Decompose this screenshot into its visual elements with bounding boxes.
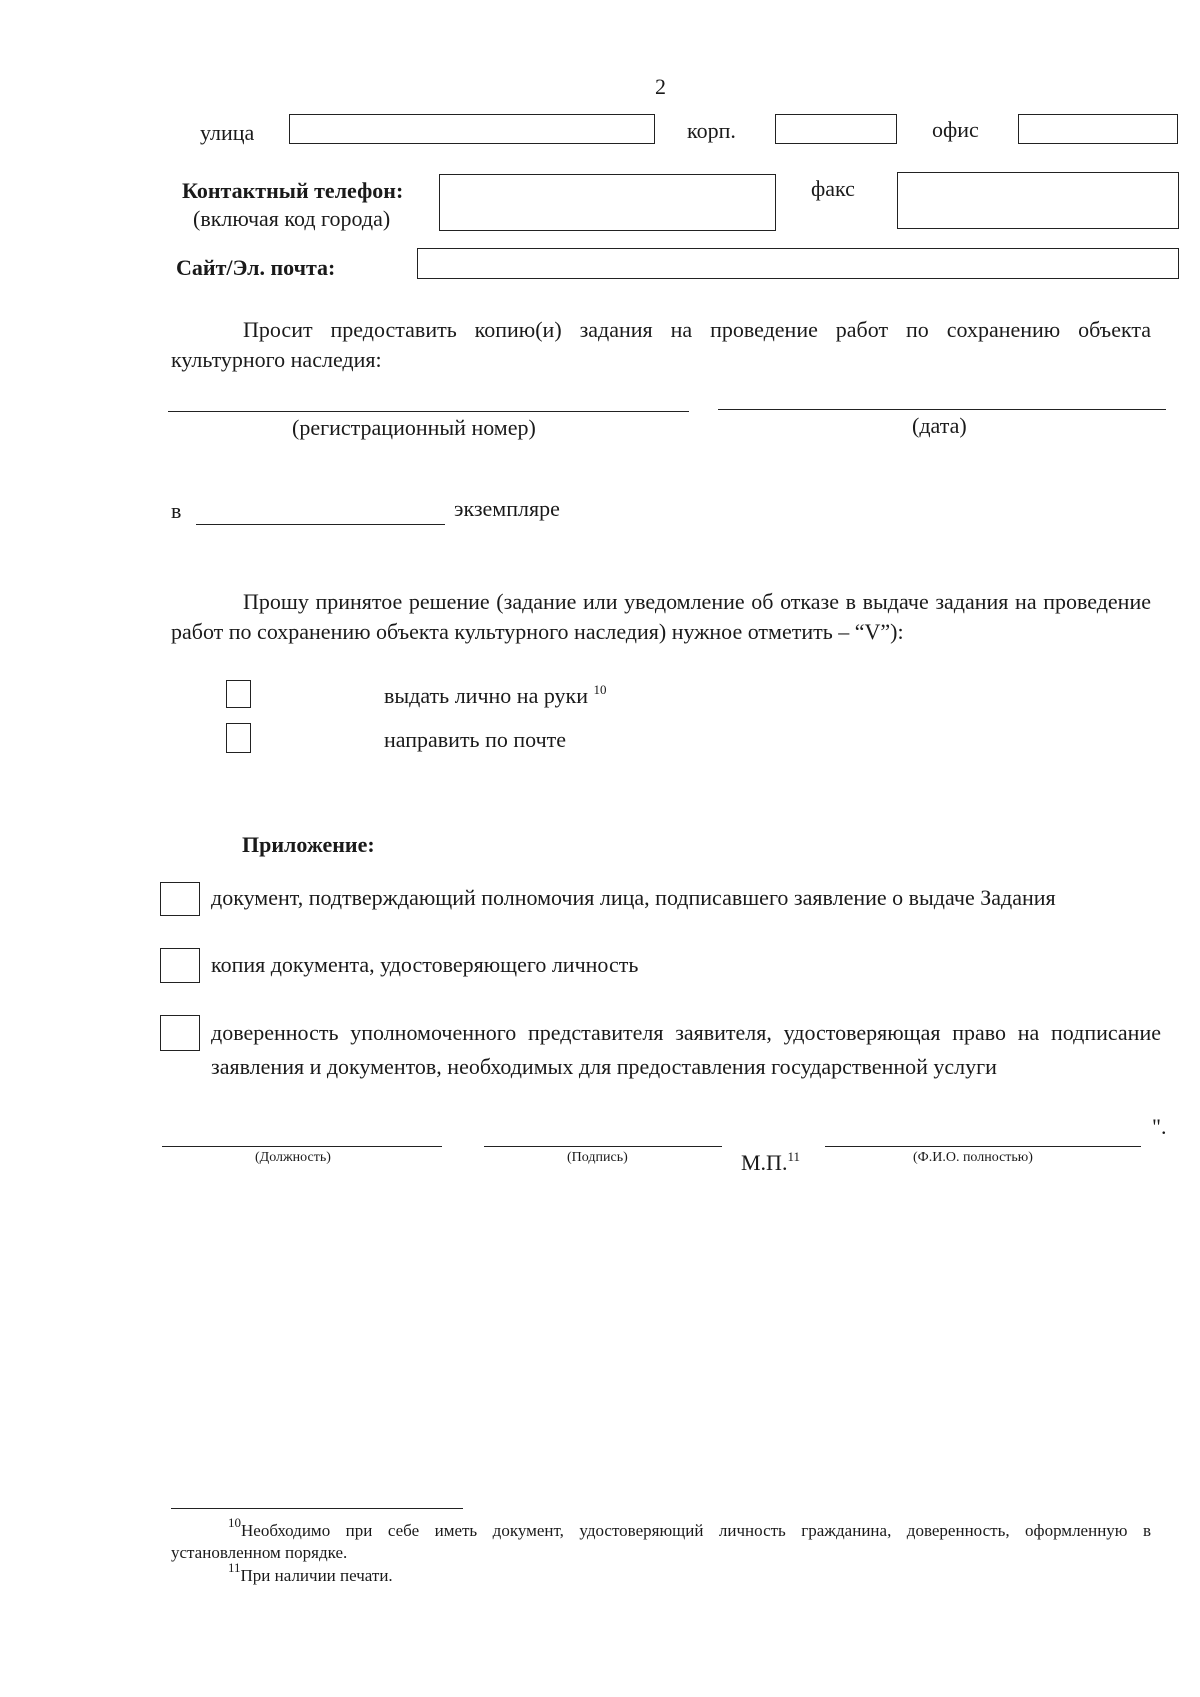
building-field[interactable]: [775, 114, 897, 144]
phone-field[interactable]: [439, 174, 776, 231]
position-caption: (Должность): [255, 1150, 331, 1165]
signature-line[interactable]: [484, 1146, 722, 1147]
option-in-person: [384, 683, 607, 709]
footnote-10-number: 10: [228, 1515, 241, 1530]
option-in-person-label: выдать лично на руки: [384, 683, 589, 708]
phone-label: Контактный телефон:: [182, 178, 404, 203]
attachment-3-checkbox[interactable]: [160, 1015, 200, 1051]
reg-number-line[interactable]: [168, 411, 689, 412]
footnote-10-text: Необходимо при себе иметь документ, удостоверяющий личность гражданина, доверенность, оформленную в установленном порядке.: [171, 1521, 1151, 1562]
page-number: 2: [655, 74, 666, 99]
attachment-2-checkbox[interactable]: [160, 948, 200, 983]
office-label: офис: [932, 117, 979, 142]
site-email-field[interactable]: [417, 248, 1179, 279]
phone-hint: (включая код города): [193, 206, 391, 231]
option-by-mail-label: направить по почте: [384, 727, 567, 752]
footnote-separator: [171, 1508, 463, 1509]
footnote-10: [171, 1515, 1151, 1564]
site-email-label: Сайт/Эл. почта:: [176, 255, 336, 280]
footnote-ref-10: 10: [593, 682, 607, 697]
fax-field[interactable]: [897, 172, 1179, 229]
attachments-title: Приложение:: [242, 832, 375, 857]
closing-mark: ".: [1152, 1114, 1167, 1139]
attachment-1-label: документ, подтверждающий полномочия лица, подписавшего заявление о выдаче Задания: [211, 885, 1056, 910]
request-text: Просит предоставить копию(и) задания на проведение работ по сохранению объекта культурного наследия:: [171, 317, 1151, 372]
street-label: улица: [200, 120, 255, 145]
stamp-label: [741, 1150, 800, 1176]
attachment-2-label: копия документа, удостоверяющего личность: [211, 952, 639, 977]
footnote-ref-11: 11: [787, 1149, 800, 1164]
position-line[interactable]: [162, 1146, 442, 1147]
decision-text: Прошу принятое решение (задание или уведомление об отказе в выдаче задания на проведение работ по сохранению объекта культурного наследия) нужное отметить – “V”):: [171, 589, 1151, 644]
option-by-mail-checkbox[interactable]: [226, 723, 251, 753]
footnote-11-number: 11: [228, 1560, 241, 1575]
copies-suffix: экземпляре: [454, 496, 560, 521]
fullname-line[interactable]: [825, 1146, 1141, 1147]
copies-line[interactable]: [196, 524, 445, 525]
building-label: корп.: [687, 118, 736, 143]
office-field[interactable]: [1018, 114, 1178, 144]
reg-number-caption: (регистрационный номер): [292, 415, 536, 440]
fax-label: факс: [811, 176, 855, 201]
copies-prefix: в: [171, 498, 182, 523]
stamp-text: М.П.: [741, 1150, 788, 1175]
footnote-11-text: При наличии печати.: [240, 1566, 393, 1585]
signature-caption: (Подпись): [567, 1150, 628, 1165]
date-line[interactable]: [718, 409, 1166, 410]
footnote-11: [228, 1560, 393, 1586]
option-in-person-checkbox[interactable]: [226, 680, 251, 708]
street-field[interactable]: [289, 114, 655, 144]
fullname-caption: (Ф.И.О. полностью): [913, 1150, 1033, 1165]
attachment-1-checkbox[interactable]: [160, 882, 200, 916]
date-caption: (дата): [912, 413, 967, 438]
attachment-3-label: доверенность уполномоченного представителя заявителя, удостоверяющая право на подписание заявления и документов, необходимых для предоставления государственной услуги: [211, 1020, 1161, 1079]
